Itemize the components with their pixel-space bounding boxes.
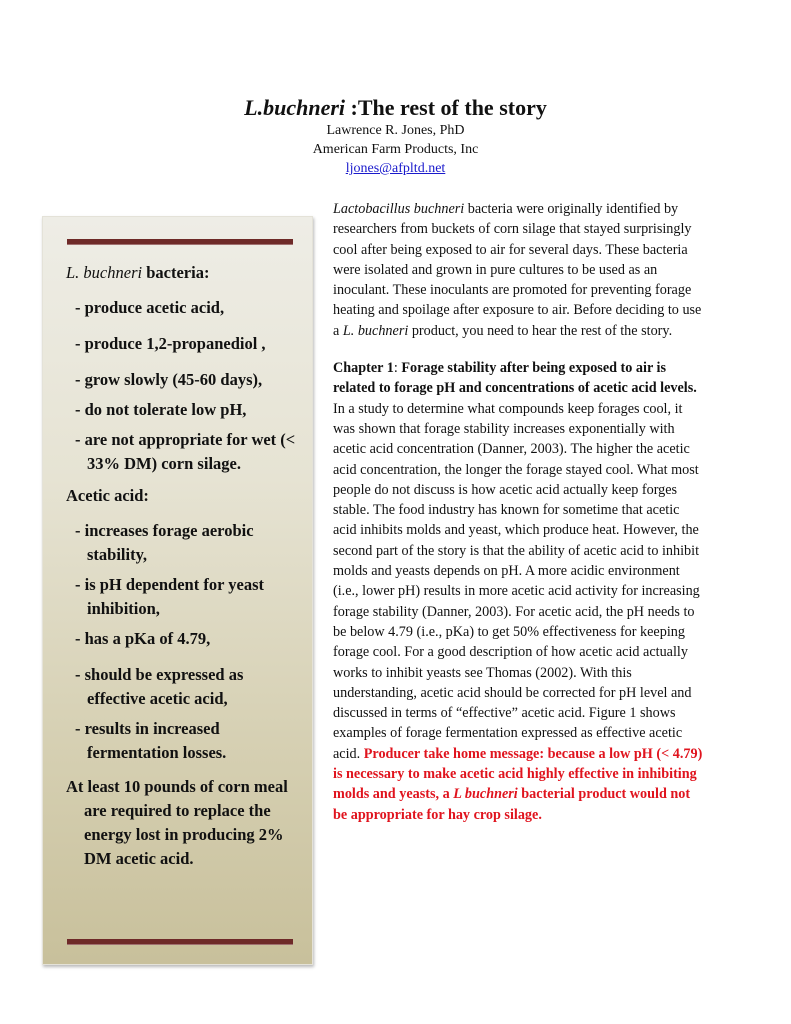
bacteria-item: - do not tolerate low pH, — [75, 400, 247, 419]
bacteria-item: - grow slowly (45-60 days), — [75, 370, 263, 389]
bacteria-heading-label: bacteria: — [142, 263, 210, 282]
sidebar-bottom-rule — [67, 939, 293, 944]
intro-paragraph — [333, 199, 706, 341]
take-home-species: L buchneri — [453, 786, 518, 803]
acetic-item: - has a pKa of 4.79, — [75, 629, 211, 648]
title-species: L.buchneri — [244, 95, 346, 120]
document-header — [0, 95, 791, 178]
intro-species: Lactobacillus buchneri — [333, 201, 465, 217]
chapter-label: Chapter 1 — [333, 360, 394, 377]
sidebar-top-rule — [67, 239, 293, 244]
take-home-text: Producer take home message: because a low pH (< 4.79) is necessary to make acetic acid highly effective in inhibiting molds and yeasts, a — [333, 745, 703, 803]
main-article — [333, 199, 706, 825]
sidebar-summary-box — [42, 216, 313, 965]
bacteria-heading — [66, 261, 306, 285]
email-link[interactable]: ljones@afpltd.net — [345, 161, 446, 176]
corn-meal-note: At least 10 pounds of corn meal are required to replace the energy lost in producing 2% DM acetic acid. — [66, 777, 288, 868]
acetic-heading: Acetic acid: — [66, 486, 149, 505]
acetic-item: - is pH dependent for yeast inhibition, — [75, 575, 264, 618]
chapter-body: In a study to determine what compounds keep forages cool, it was shown that forage stability increases exponentially with acetic acid concentration (Danner, 2003). The higher the acetic acid concentration, the longer the forage stayed cool. What most people do not discuss is how acetic acid actually keep forges stable. The food industry has known for sometime that acetic acid inhibits molds and yeast, which produce heat. However, the second part of the story is that the ability of acetic acid to inhibit molds and yeasts depends on pH. A more acidic environment (i.e., lower pH) results in more acetic acid activity for increasing forage stability (Danner, 2003). For acetic acid, the pH needs to be below 4.79 (i.e., pKa) to get 50% effectiveness for keeping forage cool. For a good description of how acetic acid actually works to inhibit yeasts see Thomas (2002). With this understanding, acetic acid should be corrected for pH level and discussed in terms of “effective” acetic acid. Figure 1 shows examples of forage fermentation expressed as effective acetic acid. — [333, 400, 700, 762]
intro-text: bacteria were originally identified by researchers from buckets of corn silage that stayed surprisingly cool after being exposed to air for several days. These bacteria were isolated and grown in pure cultures to be used as an inoculant. These inoculants are promoted for preventing forage heating and spoilage after exposure to air. Before deciding to use a — [333, 201, 702, 339]
document-title — [0, 95, 791, 121]
organization-name: American Farm Products, Inc — [312, 142, 479, 157]
bacteria-item: - produce 1,2-propanediol , — [75, 334, 266, 353]
chapter-colon: : — [393, 360, 402, 377]
take-home-message — [333, 746, 702, 823]
take-home-text-end: bacterial product would not be appropriate for hay crop silage. — [333, 786, 691, 823]
intro-text-end: product, you need to hear the rest of the story. — [408, 322, 673, 339]
chapter-heading: Forage stability after being exposed to air is related to forage pH and concentrations of acetic acid levels. — [333, 360, 697, 397]
acetic-item: - results in increased fermentation losses. — [75, 719, 227, 762]
bacteria-heading-species: L. buchneri — [66, 263, 143, 282]
bacteria-item: - are not appropriate for wet (< 33% DM) corn silage. — [75, 430, 296, 473]
author-name: Lawrence R. Jones, PhD — [326, 123, 465, 138]
sidebar-content — [66, 261, 306, 871]
chapter-1-paragraph — [333, 358, 706, 825]
acetic-item: - should be expressed as effective acetic acid, — [75, 665, 244, 708]
intro-species-short: L. buchneri — [342, 322, 409, 339]
title-rest: :The rest of the story — [345, 95, 547, 120]
acetic-item: - increases forage aerobic stability, — [75, 521, 254, 564]
bacteria-item: - produce acetic acid, — [75, 298, 225, 317]
